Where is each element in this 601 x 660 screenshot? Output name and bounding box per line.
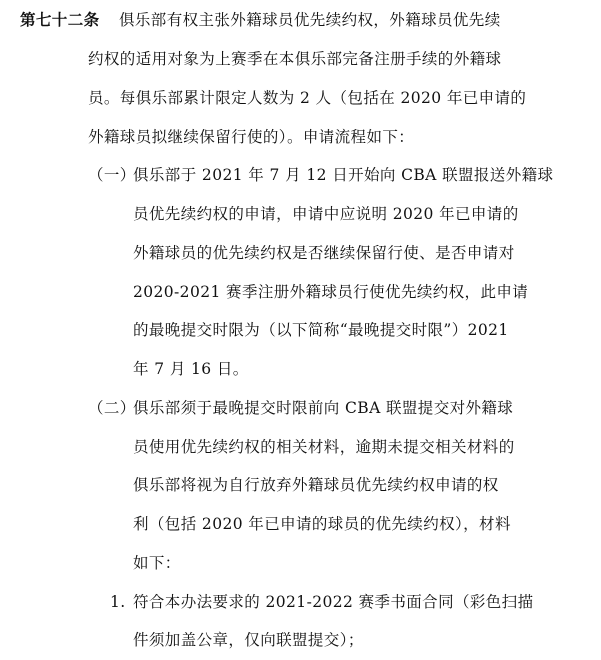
item-1-line-6: 年 7 月 16 日。 (133, 360, 249, 378)
subitem-1-line-2: 件须加盖公章，仅向联盟提交）； (133, 631, 364, 649)
item-1-line-5: 的最晚提交时限为（以下简称“最晚提交时限”）2021 (133, 321, 509, 339)
item-2-line-3: 俱乐部将视为自行放弃外籍球员优先续约权申请的权 (133, 476, 499, 494)
intro-line-1: 俱乐部有权主张外籍球员优先续约权，外籍球员优先续 (119, 11, 501, 29)
item-1-line-4: 2020-2021 赛季注册外籍球员行使优先续约权，此申请 (133, 283, 529, 301)
item-1-marker: （一） (88, 166, 136, 184)
intro-line-4: 外籍球员拟继续保留行使的）。申请流程如下： (88, 128, 415, 146)
intro-line-2: 约权的适用对象为上赛季在本俱乐部完备注册手续的外籍球 (88, 50, 502, 68)
item-1-line-1: 俱乐部于 2021 年 7 月 12 日开始向 CBA 联盟报送外籍球 (133, 166, 554, 184)
item-1-line-2: 员优先续约权的申请，申请中应说明 2020 年已申请的 (133, 205, 519, 223)
item-2-line-5: 如下： (133, 554, 181, 572)
subitem-1-line-1: 符合本办法要求的 2021-2022 赛季书面合同（彩色扫描 (133, 593, 534, 611)
subitem-1-marker: 1. (110, 593, 126, 611)
intro-line-3: 员。每俱乐部累计限定人数为 2 人（包括在 2020 年已申请的 (88, 89, 527, 107)
item-1-line-3: 外籍球员的优先续约权是否继续保留行使、是否申请对 (133, 244, 515, 262)
article-heading: 第七十二条 (20, 10, 100, 29)
item-2-line-1: 俱乐部须于最晚提交时限前向 CBA 联盟提交对外籍球 (133, 399, 514, 417)
item-2-line-4: 利（包括 2020 年已申请的球员的优先续约权），材料 (133, 515, 511, 533)
item-2-marker: （二） (88, 399, 136, 417)
item-2-line-2: 员使用优先续约权的相关材料，逾期未提交相关材料的 (133, 438, 515, 456)
